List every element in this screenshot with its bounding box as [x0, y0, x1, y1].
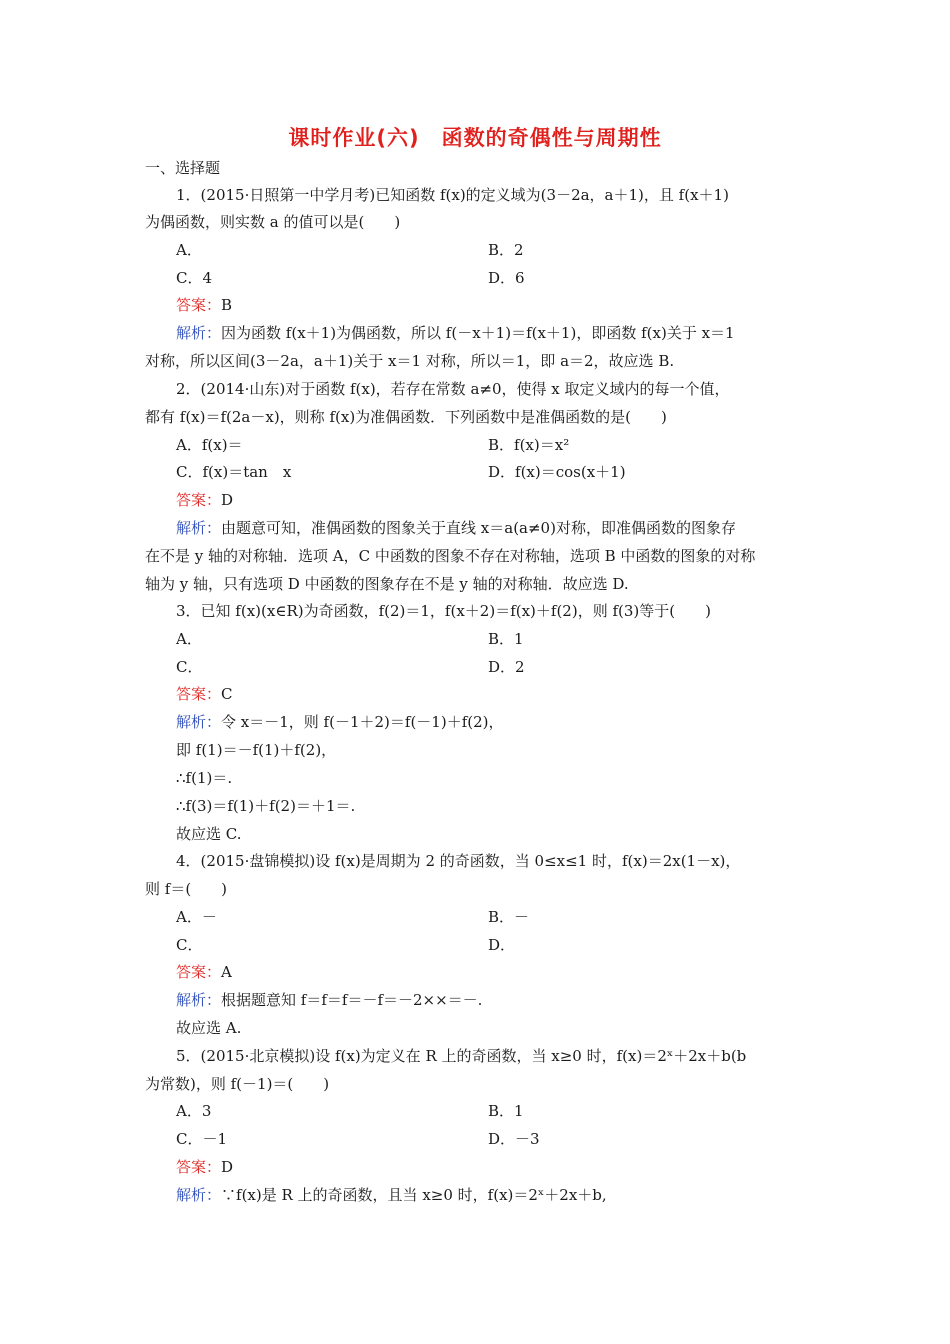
q2-analysis-line-2: 在不是 y 轴的对称轴．选项 A，C 中函数的图象不存在对称轴，选项 B 中函数的图象的对称 — [145, 547, 756, 565]
q4-analysis-text-1: 根据题意知 f＝f＝f＝－f＝－2××＝－. — [221, 991, 483, 1009]
answer-label: 答案： — [176, 685, 222, 703]
q1-answer-value: B — [221, 296, 233, 314]
q1-analysis-text-1: 因为函数 f(x＋1)为偶函数，所以 f(－x＋1)＝f(x＋1)，即函数 f(x)关于 x＝1 — [221, 324, 735, 342]
q3-analysis-line-3: ∴f(1)＝. — [176, 769, 233, 787]
q2-stem-line-2: 都有 f(x)＝f(2a－x)，则称 f(x)为准偶函数．下列函数中是准偶函数的是( ) — [145, 408, 667, 426]
q3-analysis-line-5: 故应选 C. — [176, 825, 242, 843]
q2-analysis-text-1: 由题意可知，准偶函数的图象关于直线 x＝a(a≠0)对称，即准偶函数的图象存 — [221, 519, 736, 537]
analysis-label: 解析： — [176, 713, 222, 731]
q1-answer — [176, 295, 232, 315]
q2-answer — [176, 490, 233, 510]
page-title: 课时作业(六) 函数的奇偶性与周期性 — [288, 126, 662, 150]
q3-analysis-text-1: 令 x＝－1，则 f(－1＋2)＝f(－1)＋f(2)， — [221, 713, 504, 731]
q2-answer-value: D — [221, 491, 234, 509]
q1-option-b: B．2 — [488, 241, 524, 259]
answer-label: 答案： — [176, 963, 222, 981]
answer-label: 答案： — [176, 296, 222, 314]
q1-stem-line-2: 为偶函数，则实数 a 的值可以是( ) — [145, 213, 401, 231]
q5-analysis-text-1: ∵f(x)是 R 上的奇函数，且当 x≥0 时，f(x)＝2ˣ＋2x＋b, — [221, 1186, 607, 1204]
q5-analysis-line-1 — [176, 1185, 607, 1205]
q2-option-d: D．f(x)＝cos(x＋1) — [488, 463, 626, 481]
q5-answer-value: D — [221, 1158, 234, 1176]
q4-stem-line-1: 4．(2015·盘锦模拟)设 f(x)是周期为 2 的奇函数，当 0≤x≤1 时，f(x)＝2x(1－x)， — [176, 852, 741, 870]
q2-stem-line-1: 2．(2014·山东)对于函数 f(x)，若存在常数 a≠0，使得 x 取定义域内的每一个值， — [176, 380, 730, 398]
q4-option-a: A．－ — [176, 908, 217, 926]
q3-analysis-line-2: 即 f(1)＝－f(1)＋f(2)， — [176, 741, 337, 759]
q1-analysis-line-2: 对称，所以区间(3－2a，a＋1)关于 x＝1 对称，所以＝1，即 a＝2，故应选 B. — [145, 352, 675, 370]
analysis-label: 解析： — [176, 991, 222, 1009]
q4-option-b: B．－ — [488, 908, 530, 926]
q3-option-c: C． — [176, 658, 203, 676]
answer-label: 答案： — [176, 1158, 222, 1176]
q2-analysis-line-1 — [176, 518, 736, 538]
q4-answer — [176, 962, 232, 982]
q4-stem-line-2: 则 f＝( ) — [145, 880, 228, 898]
q5-option-b: B．1 — [488, 1102, 524, 1120]
q3-answer-value: C — [221, 685, 233, 703]
q2-option-a: A．f(x)＝ — [176, 436, 243, 454]
q2-option-c: C．f(x)＝tan x — [176, 463, 292, 481]
q3-option-d: D．2 — [488, 658, 525, 676]
analysis-label: 解析： — [176, 324, 222, 342]
q3-stem-line-1: 3．已知 f(x)(x∈R)为奇函数，f(2)＝1，f(x＋2)＝f(x)＋f(2)，则 f(3)等于( ) — [176, 602, 711, 620]
q5-option-a: A．3 — [176, 1102, 212, 1120]
q4-answer-value: A — [221, 963, 232, 981]
q4-analysis-line-2: 故应选 A. — [176, 1019, 242, 1037]
q2-option-b: B．f(x)＝x² — [488, 436, 570, 454]
q1-option-c: C．4 — [176, 269, 213, 287]
q1-option-d: D．6 — [488, 269, 525, 287]
q5-stem-line-2: 为常数)，则 f(－1)＝( ) — [145, 1075, 330, 1093]
q3-option-b: B．1 — [488, 630, 524, 648]
q2-analysis-line-3: 轴为 y 轴，只有选项 D 中函数的图象存在不是 y 轴的对称轴．故应选 D. — [145, 575, 629, 593]
q4-analysis-line-1 — [176, 990, 482, 1010]
q3-answer — [176, 684, 233, 704]
q4-option-d: D． — [488, 936, 516, 954]
q3-option-a: A． — [176, 630, 202, 648]
section-heading: 一、选择题 — [145, 159, 221, 177]
q5-answer — [176, 1157, 233, 1177]
q1-stem-line-1: 1．(2015·日照第一中学月考)已知函数 f(x)的定义域为(3－2a，a＋1)，且 f(x＋1) — [176, 186, 729, 204]
q3-analysis-line-4: ∴f(3)＝f(1)＋f(2)＝＋1＝. — [176, 797, 356, 815]
q3-analysis-line-1 — [176, 712, 504, 732]
q1-option-a: A． — [176, 241, 202, 259]
analysis-label: 解析： — [176, 519, 222, 537]
q4-option-c: C． — [176, 936, 203, 954]
q1-analysis-line-1 — [176, 323, 735, 343]
q5-stem-line-1: 5．(2015·北京模拟)设 f(x)为定义在 R 上的奇函数，当 x≥0 时，f(x)＝2ˣ＋2x＋b(b — [176, 1047, 747, 1065]
answer-label: 答案： — [176, 491, 222, 509]
q5-option-d: D．－3 — [488, 1130, 540, 1148]
q5-option-c: C．－1 — [176, 1130, 228, 1148]
analysis-label: 解析： — [176, 1186, 222, 1204]
